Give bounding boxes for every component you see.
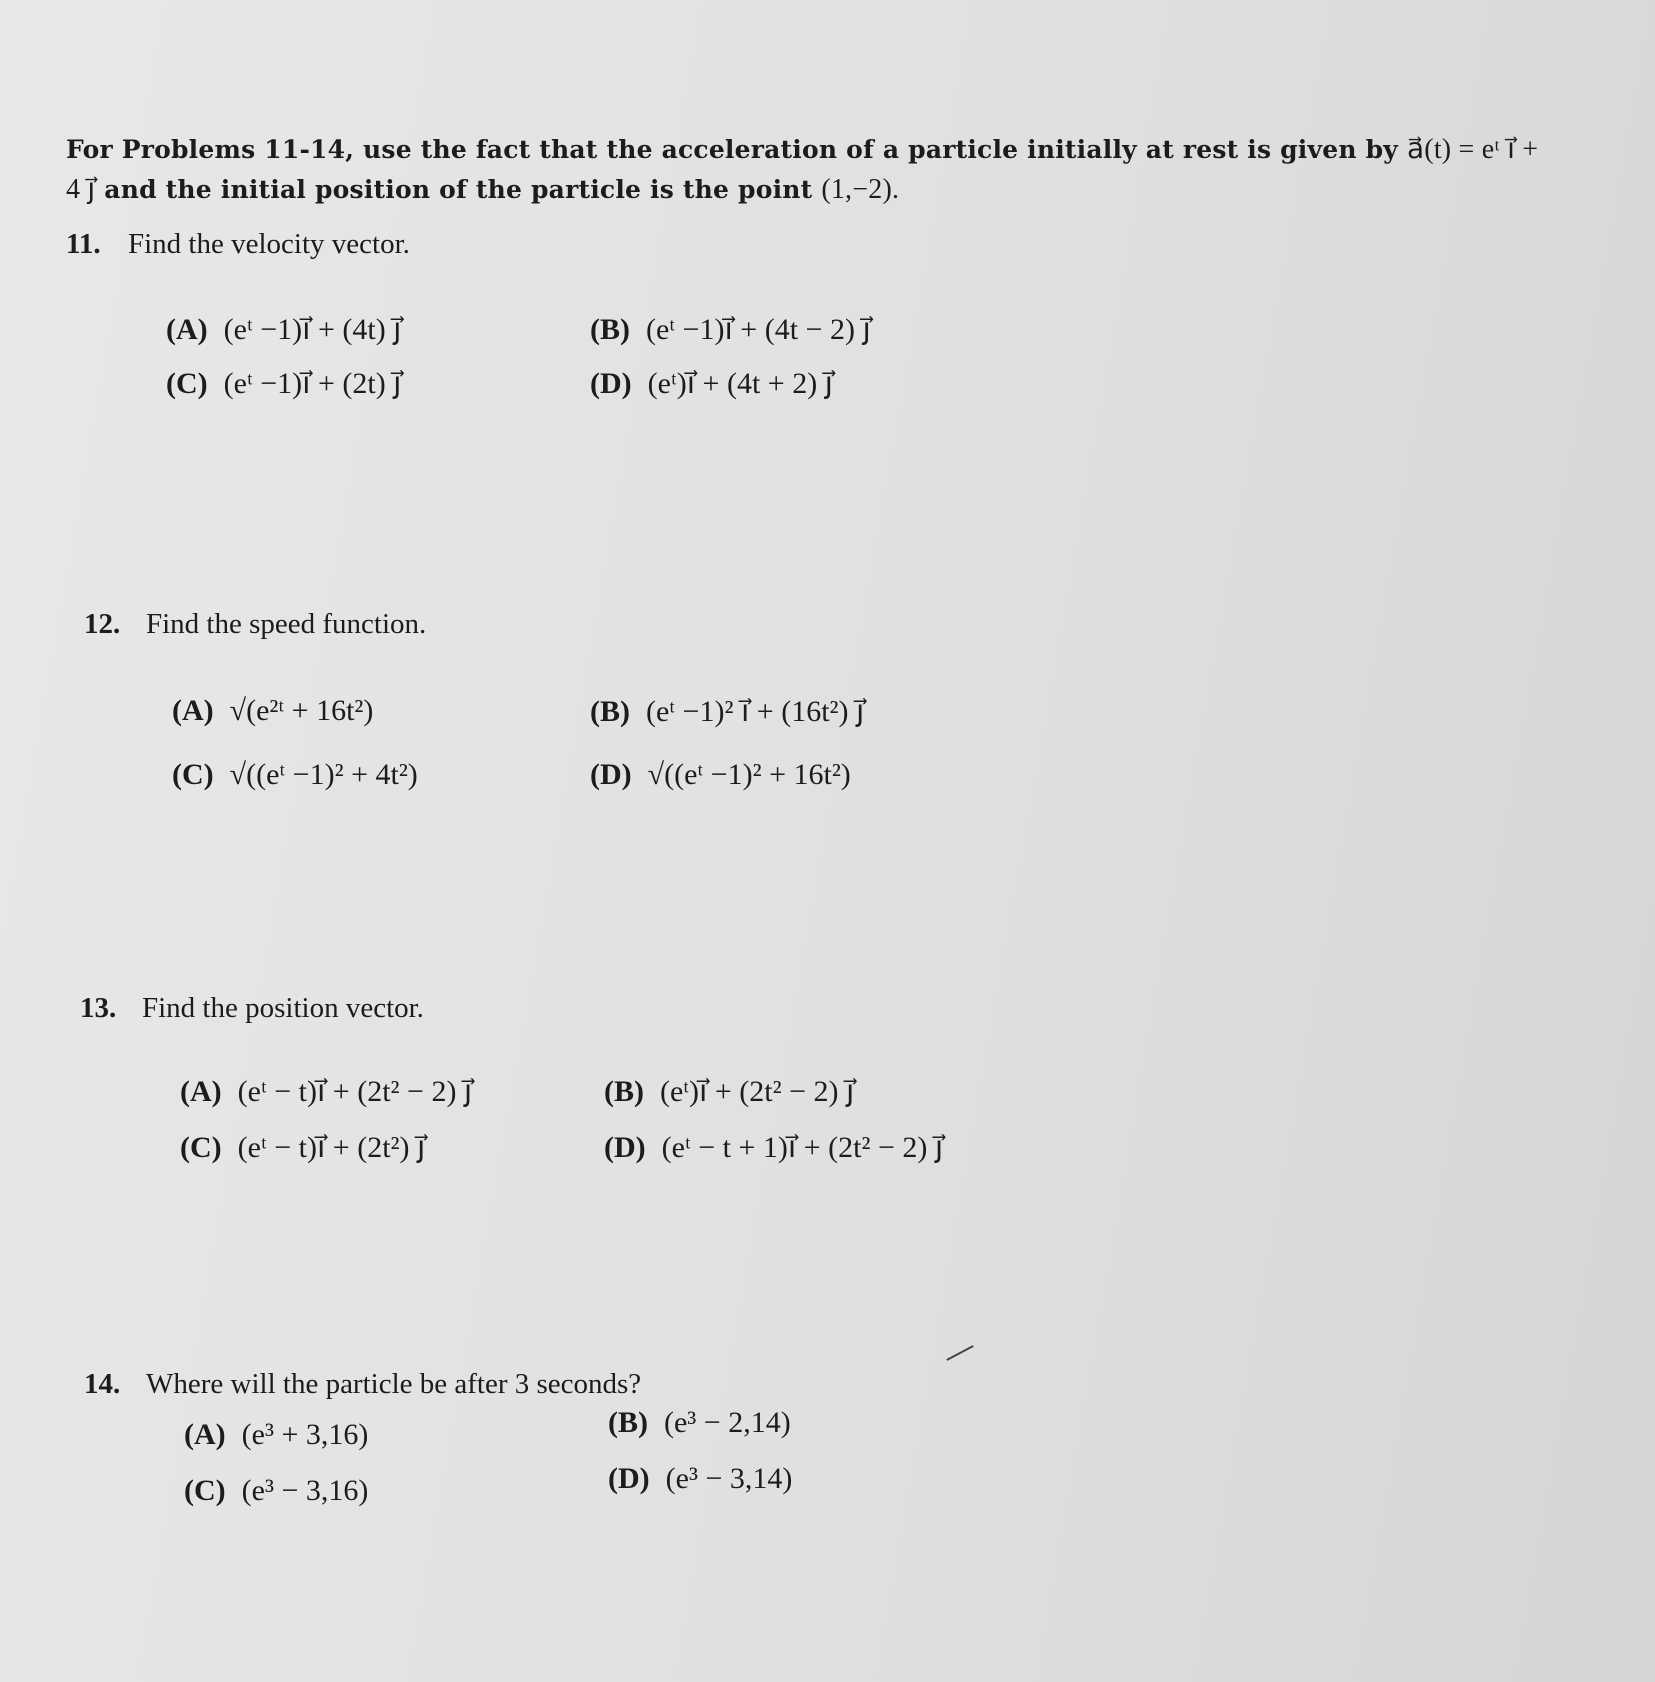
- option-text: (eᵗ − t)i⃗ + (2t²) j⃗: [237, 1131, 426, 1164]
- problem-question: Find the velocity vector.: [128, 228, 410, 260]
- option-label: (C): [166, 367, 208, 400]
- option-text: √((eᵗ −1)² + 4t²): [229, 758, 418, 791]
- problem-question: Where will the particle be after 3 seconds?: [146, 1368, 642, 1400]
- problem-13-option-c[interactable]: [180, 1130, 425, 1165]
- problem-14: [84, 1368, 641, 1401]
- option-label: (C): [180, 1131, 222, 1164]
- option-text: (eᵗ −1)i⃗ + (2t) j⃗: [223, 367, 402, 400]
- problem-13-option-b[interactable]: [604, 1074, 854, 1109]
- problem-11-option-a[interactable]: [166, 312, 402, 347]
- problem-number: 14.: [84, 1368, 121, 1400]
- option-label: (D): [590, 758, 632, 791]
- problem-question: Find the position vector.: [142, 992, 424, 1024]
- problem-12-option-a[interactable]: [172, 694, 373, 728]
- problem-13-option-d[interactable]: [604, 1130, 943, 1165]
- option-label: (B): [604, 1075, 644, 1108]
- option-text: √(e²ᵗ + 16t²): [229, 694, 374, 727]
- initial-point: (1,−2): [821, 174, 892, 205]
- option-label: (A): [166, 313, 208, 346]
- problem-12-option-b[interactable]: [590, 694, 864, 729]
- acceleration-formula: a⃗(t) = eᵗ i⃗ + 4 j⃗: [66, 134, 1539, 205]
- problem-14-option-a[interactable]: [184, 1418, 368, 1452]
- option-text: √((eᵗ −1)² + 16t²): [647, 758, 851, 791]
- pencil-mark: [946, 1345, 973, 1361]
- option-label: (C): [184, 1474, 226, 1507]
- problem-14-option-d[interactable]: [608, 1462, 792, 1496]
- problem-14-option-c[interactable]: [184, 1474, 368, 1508]
- option-label: (A): [172, 694, 214, 727]
- option-label: (D): [604, 1131, 646, 1164]
- option-text: (eᵗ − t + 1)i⃗ + (2t² − 2) j⃗: [661, 1131, 944, 1164]
- option-label: (D): [590, 367, 632, 400]
- problem-11-option-b[interactable]: [590, 312, 871, 347]
- problem-question: Find the speed function.: [146, 608, 427, 640]
- problem-13-option-a[interactable]: [180, 1074, 472, 1109]
- problem-14-option-b[interactable]: [608, 1406, 791, 1440]
- problem-13: [80, 992, 424, 1025]
- instructions-paragraph: [66, 130, 1546, 210]
- option-text: (eᵗ −1)i⃗ + (4t) j⃗: [223, 313, 402, 346]
- instructions-text-2: and the initial position of the particle is the point: [104, 175, 813, 204]
- option-label: (D): [608, 1462, 650, 1495]
- option-label: (B): [590, 313, 630, 346]
- problem-11-option-d[interactable]: [590, 366, 833, 401]
- option-text: (eᵗ −1)² i⃗ + (16t²) j⃗: [646, 695, 865, 728]
- instructions-period: .: [891, 174, 900, 205]
- problem-11: [66, 228, 410, 261]
- option-label: (B): [590, 695, 630, 728]
- option-text: (e³ + 3,16): [241, 1418, 369, 1451]
- problem-number: 12.: [84, 608, 121, 640]
- problem-11-option-c[interactable]: [166, 366, 402, 401]
- option-label: (B): [608, 1406, 648, 1439]
- instructions-text-1: For Problems 11-14, use the fact that the acceleration of a particle initially at rest is given by: [66, 135, 1399, 164]
- option-text: (eᵗ)i⃗ + (4t + 2) j⃗: [647, 367, 834, 400]
- option-text: (e³ − 3,14): [665, 1462, 793, 1495]
- option-label: (A): [184, 1418, 226, 1451]
- option-label: (C): [172, 758, 214, 791]
- option-text: (e³ − 2,14): [664, 1406, 791, 1439]
- option-label: (A): [180, 1075, 222, 1108]
- problem-number: 13.: [80, 992, 117, 1024]
- option-text: (eᵗ − t)i⃗ + (2t² − 2) j⃗: [237, 1075, 473, 1108]
- problem-12-option-d[interactable]: [590, 758, 851, 792]
- problem-12-option-c[interactable]: [172, 758, 418, 792]
- option-text: (eᵗ)i⃗ + (2t² − 2) j⃗: [660, 1075, 855, 1108]
- option-text: (eᵗ −1)i⃗ + (4t − 2) j⃗: [646, 313, 871, 346]
- option-text: (e³ − 3,16): [241, 1474, 369, 1507]
- problem-number: 11.: [66, 228, 101, 260]
- problem-12: [84, 608, 426, 641]
